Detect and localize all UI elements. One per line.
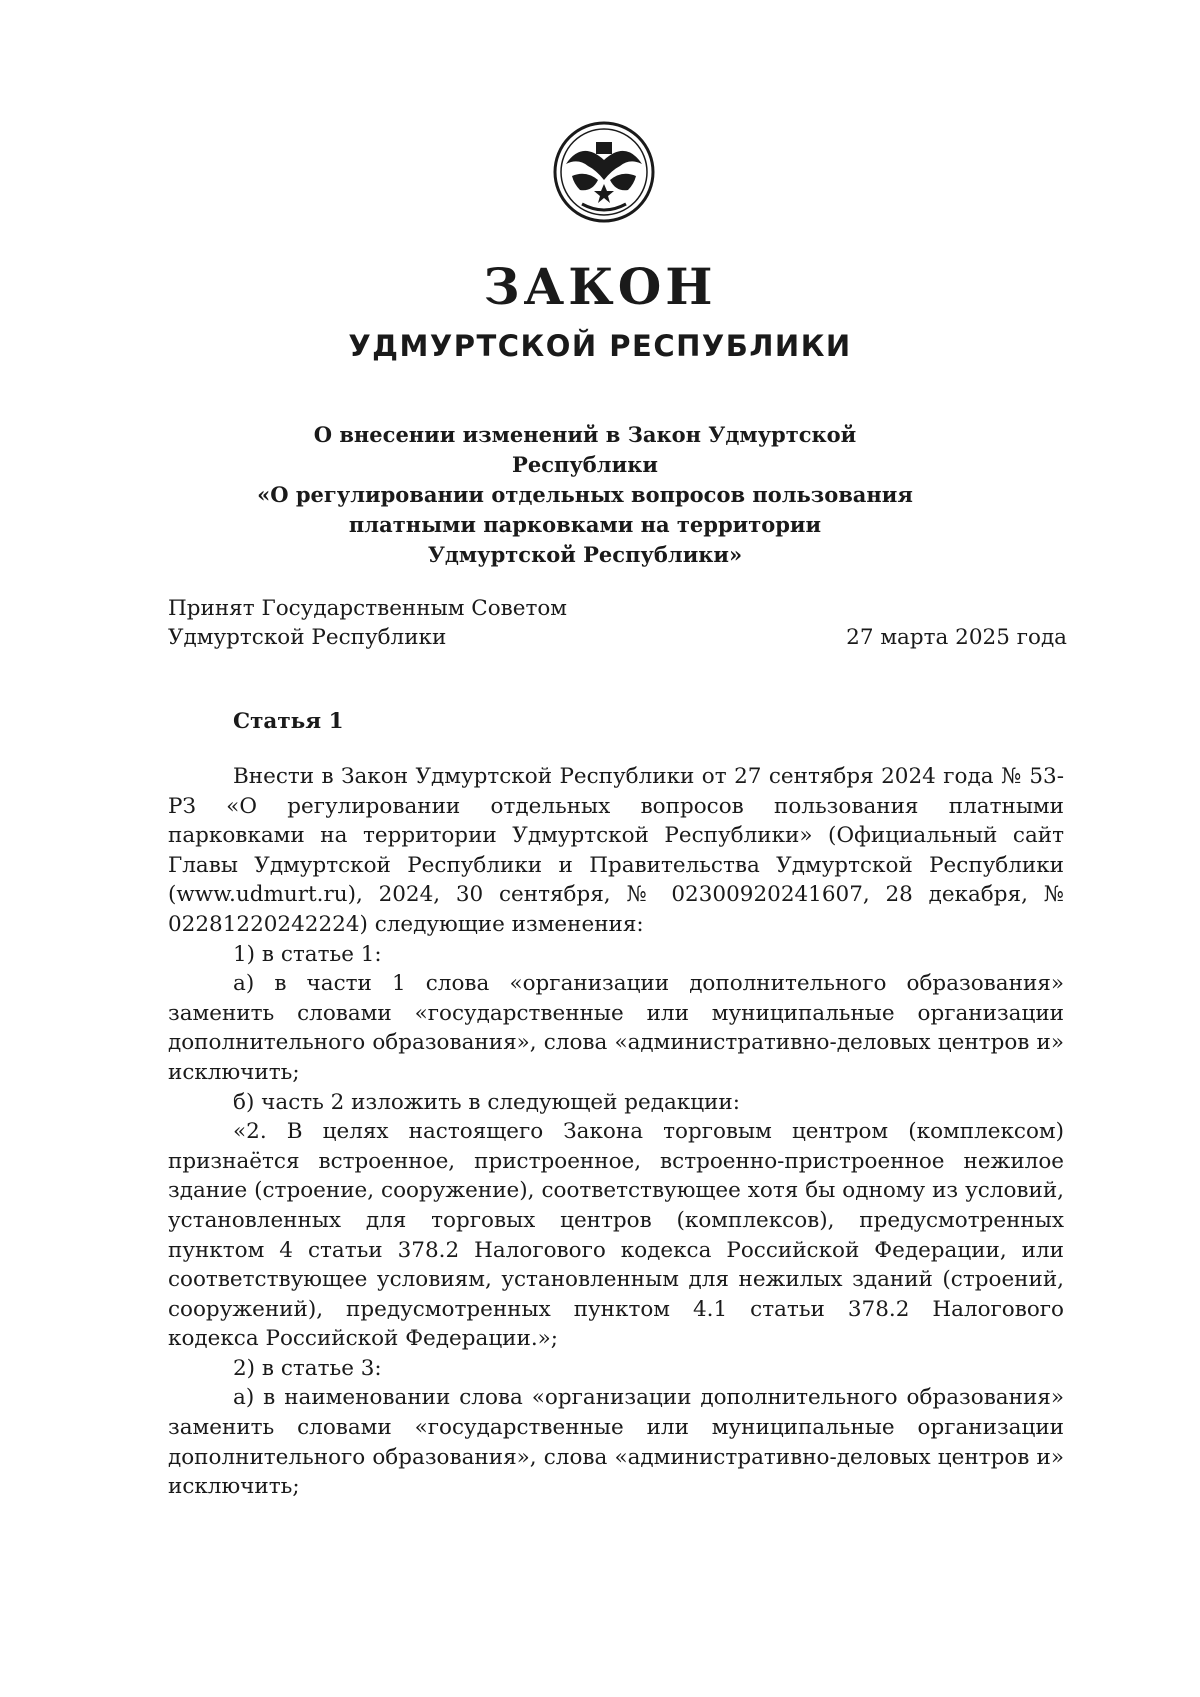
article-paragraph: 1) в статье 1: — [233, 941, 382, 967]
law-heading — [240, 420, 930, 570]
law-heading-line: «О регулировании отдельных вопросов пользования — [257, 482, 913, 507]
article-paragraph: а) в части 1 слова «организации дополнительного образования» заменить словами «государственные или муниципальные организации дополнительного образования», слова «административно-деловых центров и» исключить; — [168, 971, 1064, 1085]
document-title: ЗАКОН — [483, 257, 717, 316]
law-heading-line: платными парковками на территории — [348, 512, 822, 537]
article-paragraph: 2) в статье 3: — [233, 1355, 382, 1381]
adoption-line: Принят Государственным Советом — [168, 596, 568, 621]
article-title: Статья 1 — [233, 709, 344, 734]
coat-of-arms-icon — [552, 118, 656, 226]
article-paragraph: б) часть 2 изложить в следующей редакции: — [233, 1089, 740, 1115]
adoption-line: Удмуртской Республики — [168, 625, 447, 650]
article-body — [168, 762, 1064, 1502]
article-paragraph: а) в наименовании слова «организации дополнительного образования» заменить словами «государственные или муниципальные организации дополнительного образования», слова «административно-деловых центров и» исключить; — [168, 1385, 1064, 1500]
law-heading-line: Удмуртской Республики» — [427, 542, 743, 567]
article-paragraph: «2. В целях настоящего Закона торговым центром (комплексом) признаётся встроенное, пристроенное, встроенно-пристроенное нежилое здание (строение, сооружение), соответствующее хотя бы одному из условий, установленных для торговых центров (комплексов), предусмотренных пунктом 4 статьи 378.2 Налогового кодекса Российской Федерации, или соответствующее условиям, установленным для нежилых зданий (строений, сооружений), предусмотренных пунктом 4.1 статьи 378.2 Налогового кодекса Российской Федерации.»; — [168, 1119, 1064, 1352]
law-heading-line: О внесении изменений в Закон Удмуртской Республики — [313, 422, 857, 477]
article-paragraph: Внести в Закон Удмуртской Республики от 27 сентября 2024 года № 53-РЗ «О регулировании отдельных вопросов пользования платными парковками на территории Удмуртской Республики» (Официальный сайт Главы Удмуртской Республики и Правительства Удмуртской Республики (www.udmurt.ru), 2024, 30 сентября, № 02300920241607, 28 декабря, № 02281220242224) следующие изменения: — [168, 764, 1064, 937]
adoption-date: 27 марта 2025 года — [846, 625, 1067, 650]
document-subtitle: УДМУРТСКОЙ РЕСПУБЛИКИ — [348, 329, 852, 363]
